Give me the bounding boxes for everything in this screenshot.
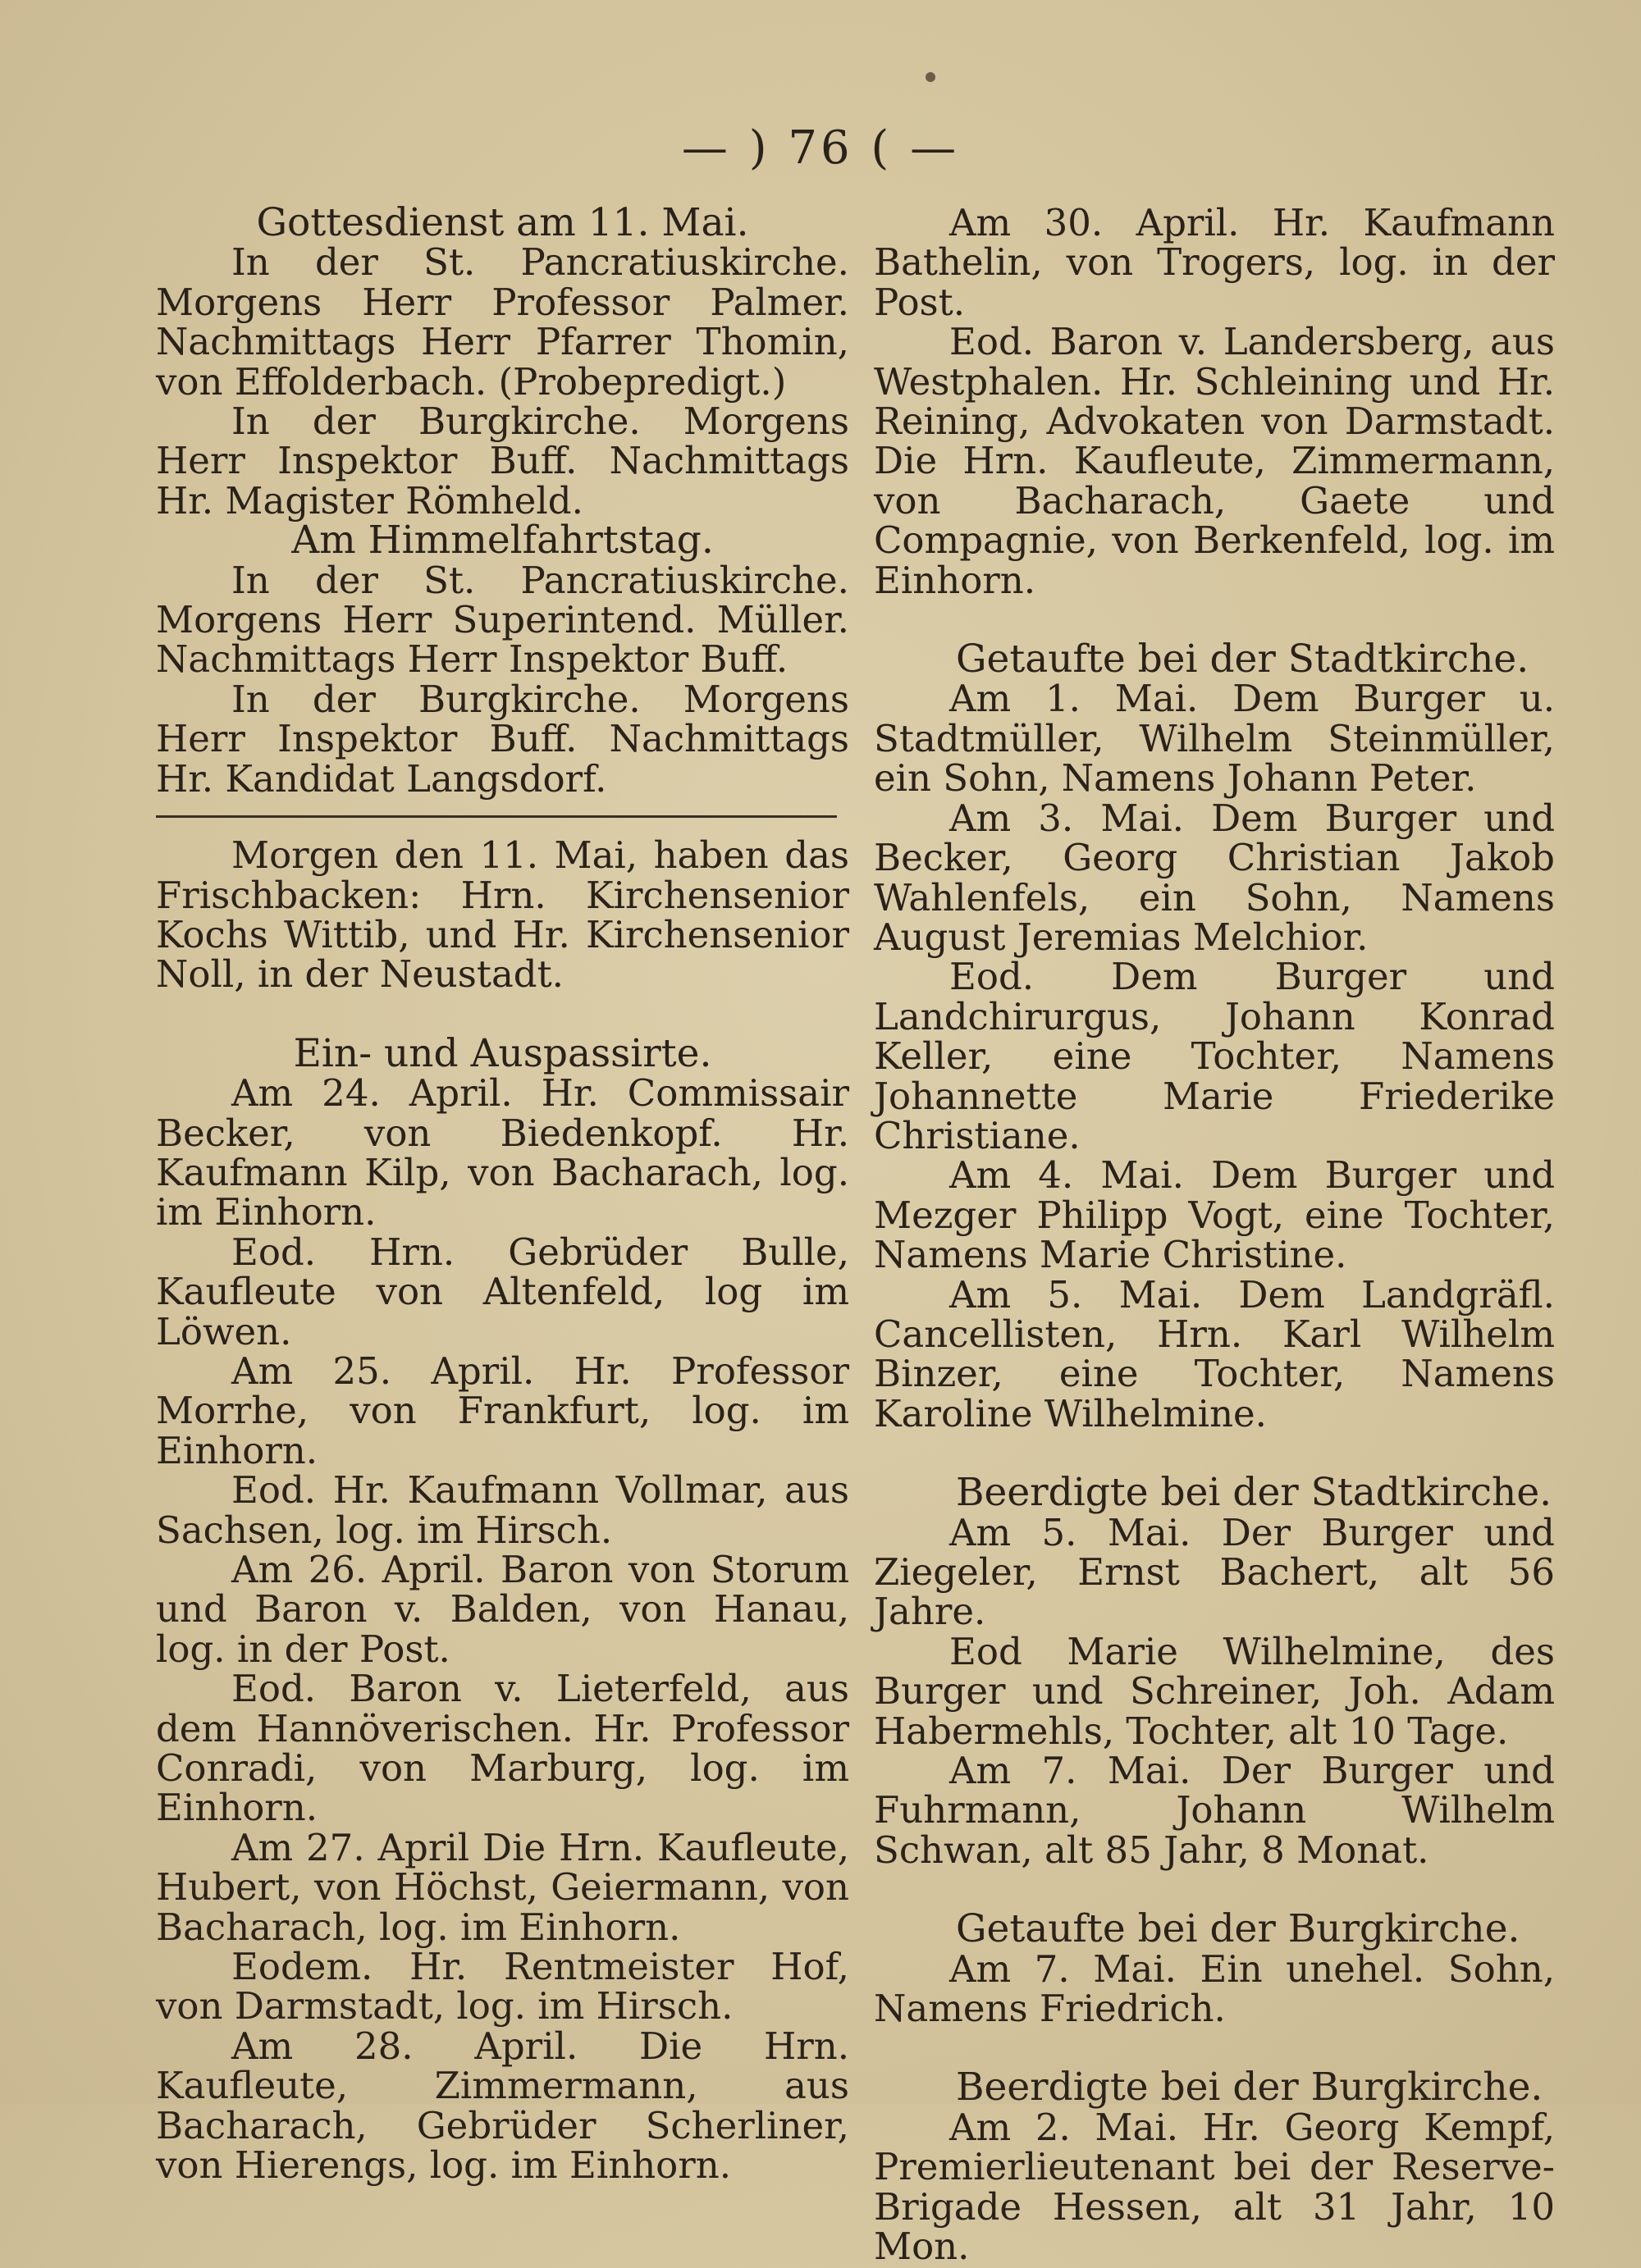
paper-speck [926, 72, 935, 82]
entry-paragraph: Eodem. Hr. Rentmeister Hof, von Darmstadt, log. im Hirsch. [156, 1945, 849, 2028]
spacer [156, 995, 849, 1034]
entry-paragraph: In der Burgkirche. Morgens Herr Inspektor Buff. Nachmittags Hr. Kandidat Langsdorf. [156, 677, 849, 801]
entry-paragraph: Am 5. Mai. Dem Landgräfl. Cancellisten, Hrn. Karl Wilhelm Binzer, eine Tochter, Namens Karoline Wilhelmine. [874, 1272, 1555, 1435]
entry-paragraph: Eod. Hr. Kaufmann Vollmar, aus Sachsen, log. im Hirsch. [156, 1468, 849, 1552]
section-heading: Beerdigte bei der Burgkirche. [956, 2065, 1543, 2111]
left-column [156, 200, 849, 2188]
entry-paragraph: In der Burgkirche. Morgens Herr Inspektor Buff. Nachmittags Hr. Magister Römheld. [156, 399, 849, 523]
entry-paragraph: Am 7. Mai. Der Burger und Fuhrmann, Johann Wilhelm Schwan, alt 85 Jahr, 8 Monat. [874, 1749, 1555, 1872]
section-heading: Ein- und Auspassirte. [293, 1030, 712, 1076]
entry-paragraph: Am 26. April. Baron von Storum und Baron v. Balden, von Hanau, log. in der Post. [156, 1548, 849, 1671]
section-heading: Getaufte bei der Stadtkirche. [956, 637, 1529, 682]
entry-paragraph: Eod Marie Wilhelmine, des Burger und Schreiner, Joh. Adam Habermehls, Tochter, alt 10 Tage. [874, 1629, 1555, 1753]
entry-paragraph: Eod. Hrn. Gebrüder Bulle, Kaufleute von Altenfeld, log im Löwen. [156, 1230, 849, 1353]
spacer [874, 600, 1555, 640]
entry-paragraph: Am 3. Mai. Dem Burger und Becker, Georg Christian Jakob Wahlenfels, ein Sohn, Namens August Jeremias Melchior. [874, 796, 1555, 959]
section-divider [156, 815, 837, 818]
entry-paragraph: Eod. Dem Burger und Landchirurgus, Johann Konrad Keller, eine Tochter, Namens Johannette Marie Friederike Christiane. [874, 955, 1555, 1157]
entry-paragraph: In der St. Pancratiuskirche. Morgens Herr Professor Palmer. Nachmittags Herr Pfarrer Thomin, von Effolderbach. (Probepredigt.) [156, 240, 849, 404]
spacer [874, 1434, 1555, 1473]
entry-paragraph: Am 1. Mai. Dem Burger u. Stadtmüller, Wilhelm Steinmüller, ein Sohn, Namens Johann Peter. [874, 677, 1555, 801]
spacer [874, 2028, 1555, 2068]
entry-paragraph: Eod. Baron v. Lieterfeld, aus dem Hannöverischen. Hr. Professor Conradi, von Marburg, log. im Einhorn. [156, 1667, 849, 1830]
entry-paragraph: Eod. Baron v. Landersberg, aus Westphalen. Hr. Schleining und Hr. Reining, Advokaten von Darmstadt. Die Hrn. Kaufleute, Zimmermann, von Bacharach, Gaete und Compagnie, von Berkenfeld, log. im Einhorn. [874, 320, 1555, 602]
page-number-header: — ) 76 ( — [681, 121, 960, 175]
section-heading: Getaufte bei der Burgkirche. [956, 1906, 1520, 1952]
entry-paragraph: Am 24. April. Hr. Commissair Becker, von Biedenkopf. Hr. Kaufmann Kilp, von Bacharach, log. im Einhorn. [156, 1071, 849, 1234]
entry-paragraph: Am 27. April Die Hrn. Kaufleute, Hubert, von Höchst, Geiermann, von Bacharach, log. im Einhorn. [156, 1825, 849, 1949]
section-heading: Am Himmelfahrtstag. [291, 518, 714, 564]
spacer [874, 1870, 1555, 1910]
entry-paragraph: Am 28. April. Die Hrn. Kaufleute, Zimmermann, aus Bacharach, Gebrüder Scherliner, von Hierengs, log. im Einhorn. [156, 2024, 849, 2188]
entry-paragraph: In der St. Pancratiuskirche. Morgens Herr Superintend. Müller. Nachmittags Herr Inspektor Buff. [156, 558, 849, 682]
entry-paragraph: Am 2. Mai. Hr. Georg Kempf, Premierlieutenant bei der Reserve-Brigade Hessen, alt 31 Jahr, 10 Mon. [874, 2105, 1555, 2268]
entry-paragraph: Am 5. Mai. Der Burger und Ziegeler, Ernst Bachert, alt 56 Jahre. [874, 1510, 1555, 1634]
right-column [874, 203, 1555, 2267]
entry-paragraph: Am 4. Mai. Dem Burger und Mezger Philipp Vogt, eine Tochter, Namens Marie Christine. [874, 1153, 1555, 1277]
section-heading: Beerdigte bei der Stadtkirche. [956, 1470, 1552, 1516]
entry-paragraph: Morgen den 11. Mai, haben das Frischbacken: Hrn. Kirchensenior Kochs Wittib, und Hr. Kirchensenior Noll, in der Neustadt. [156, 833, 849, 997]
entry-paragraph: Am 30. April. Hr. Kaufmann Bathelin, von Trogers, log. in der Post. [874, 201, 1555, 324]
section-heading: Gottesdienst am 11. Mai. [256, 200, 749, 245]
entry-paragraph: Am 7. Mai. Ein unehel. Sohn, Namens Friedrich. [874, 1946, 1555, 2031]
entry-paragraph: Am 25. April. Hr. Professor Morrhe, von Frankfurt, log. im Einhorn. [156, 1348, 849, 1472]
